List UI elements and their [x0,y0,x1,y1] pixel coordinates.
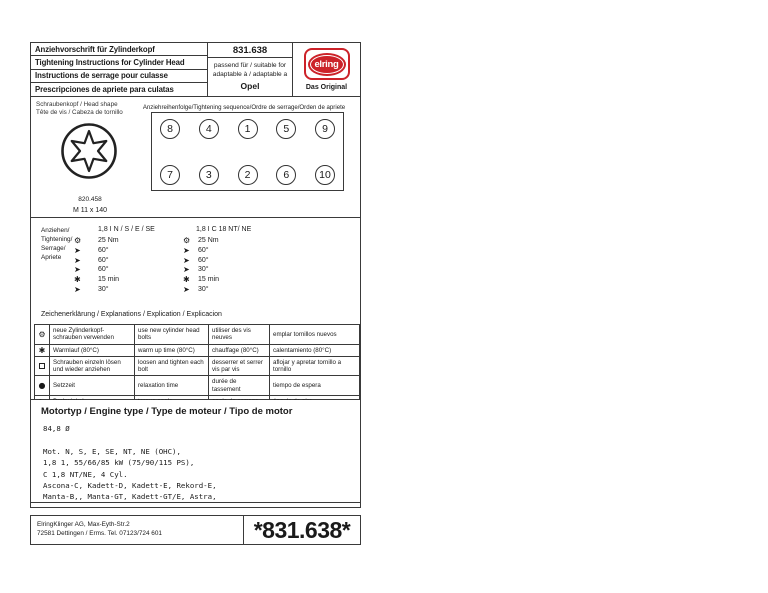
torque-angle-arrow-icon: ➤ [183,284,190,294]
torque-angle-arrow-icon: ➤ [74,265,81,275]
sequence-diagram [151,112,344,191]
engine-type-line: C 1,8 NT/NE, 4 Cyl. [43,469,128,479]
sequence-number: 5 [276,119,296,139]
torque-angle-arrow-icon: ➤ [183,265,190,275]
legend-cell-fr: utiliser des vis neuves [209,325,270,345]
legend-cell-de: neue Zylinderkopf-schrauben verwenden [50,325,135,345]
sequence-number: 4 [199,119,219,139]
filled-circle-icon: ● [35,376,50,396]
engine-type-line: 1,8 1, 55/66/85 kW (75/90/115 PS), [43,458,195,468]
step-row [183,246,219,256]
sequence-number: 2 [238,165,258,185]
engine-type-line: Mot. N, S, E, SE, NT, NE (OHC), [43,446,181,456]
footer [30,515,361,545]
steps-column-2 [183,236,219,294]
bolt-part-ref: 820.458 [78,196,102,203]
legend-cell-en: warm up time (80°C) [135,344,209,356]
legend-cell-fr: desserrer et serrer vis par vis [209,356,270,376]
legend-cell-de: Setzzeit [50,376,135,396]
address-line-1: ElringKlinger AG, Max-Eyth-Str.2 [37,521,130,528]
step-value: 60° [98,266,109,274]
company-address [31,516,244,544]
step-row [74,265,119,275]
engine-type-line: Ascona-C, Kadett-D, Kadett-E, Rekord-E, [43,480,217,490]
bottom-rule [31,502,360,507]
torque-angle-arrow-icon: ➤ [183,255,190,265]
step-row [183,275,219,285]
legend-cell-en: loosen and tighten each bolt [135,356,209,376]
part-number-barcode-text: *831.638* [253,516,351,543]
step-value: 30° [198,266,209,274]
bolt-thread-size: M 11 x 140 [72,207,108,214]
legend-cell-de: Warmlauf (80°C) [50,344,135,356]
step-row [74,255,119,265]
title-fr: Instructions de serrage pour culasse [31,70,207,83]
torque-angle-arrow-icon: ➤ [74,246,81,256]
sequence-number: 7 [160,165,180,185]
legend-table [34,324,360,408]
warm-up-star-icon: ✱ [74,275,81,285]
instruction-sheet [30,42,361,545]
step-value: 60° [198,256,209,264]
engine-type-title: Motortyp / Engine type / Type de moteur / Tipo de motor [41,406,293,417]
legend-title: Zeichenerklärung / Explanations / Explication / Explicacion [41,311,222,318]
warm-up-star-icon: ✱ [183,275,190,285]
step-row [183,284,219,294]
gear-icon: ⚙ [35,325,50,345]
head-shape-labels [36,101,123,117]
step-row [74,236,119,246]
legend-cell-es: aflojar y apretar tornillo a tornillo [270,356,360,376]
head-shape-label-2: Tête de vis / Cabeza de tornillo [36,109,123,116]
title-es: Prescripciones de apriete para culatas [35,84,174,94]
gear-icon: ⚙ [183,236,191,246]
gear-icon: ⚙ [74,236,82,246]
tightening-label [41,226,72,262]
tightening-label-es: Apriete [41,254,62,261]
tightening-label-fr: Serrage/ [41,245,66,252]
step-value: 60° [98,256,109,264]
step-value: 15 min [98,276,120,284]
elring-logo [304,48,350,80]
legend-cell-es: tiempo de espera [270,376,360,396]
torque-angle-arrow-icon: ➤ [74,284,81,294]
engine-type-line: Manta-B,, Manta-GT, Kadett-GT/E, Astra, [43,492,217,502]
vehicle-make: Opel [240,81,260,91]
sequence-number: 3 [199,165,219,185]
legend-row [35,376,360,396]
header-logo-cell [293,42,361,97]
logo-tagline: Das Original [305,84,348,91]
square-icon [35,356,50,376]
engine-variant-2: 1,8 I C 18 NT/ NE [196,226,252,233]
warm-up-star-icon: ✱ [35,344,50,356]
address-line-2: 72581 Dettingen / Erms. Tel. 07123/724 601 [37,529,162,537]
engine-type-line: 84,8 Ø [43,424,70,433]
legend-row [35,356,360,376]
engine-type-lines [43,424,217,504]
step-row [74,284,119,294]
engine-type-line [43,435,217,446]
step-value: 30° [198,285,209,293]
sequence-number: 8 [160,119,180,139]
sequence-bottom-row [160,165,335,185]
torque-angle-arrow-icon: ➤ [183,246,190,256]
sequence-number: 10 [315,165,335,185]
legend-cell-en: use new cylinder head bolts [135,325,209,345]
tightening-section [30,218,361,400]
legend-cell-fr: chauffage (80°C) [209,344,270,356]
suitable-line-2: adaptable à / adaptable a [212,70,288,78]
legend-cell-es: emplar tornillos nuevos [270,325,360,345]
part-number: 831.638 [208,43,292,58]
title-de: Anziehvorschrift für Zylinderkopf [31,43,207,56]
elring-logo-ellipse [308,53,346,76]
engine-variant-1: 1,8 I N / S / E / SE [98,226,155,233]
step-value: 60° [98,247,109,255]
step-value: 25 Nm [198,237,219,245]
header [30,42,361,97]
legend-cell-de: Schrauben einzeln lösen und wieder anziehen [50,356,135,376]
sequence-number: 1 [238,119,258,139]
torx-head-icon [59,121,119,181]
steps-column-1 [74,236,119,294]
step-row [74,246,119,256]
tightening-label-de: Anziehen/ [41,227,70,234]
engine-type-section [30,400,361,508]
legend-cell-fr: durée de tassement [209,376,270,396]
suitable-for-text [208,58,292,79]
legend-row [35,325,360,345]
step-row [183,255,219,265]
sequence-number: 9 [315,119,335,139]
legend-row [35,344,360,356]
step-value: 15 min [198,276,220,284]
step-row [183,265,219,275]
legend-cell-es: calentamiento (80°C) [270,344,360,356]
torque-angle-arrow-icon: ➤ [74,255,81,265]
head-shape-section [30,97,361,218]
head-shape-label-1: Schraubenkopf / Head shape [36,101,118,108]
step-row [74,275,119,285]
header-titles [30,42,208,97]
sequence-number: 6 [276,165,296,185]
sequence-top-row [160,119,335,139]
elring-logo-text: elring [314,58,339,70]
sequence-label: Anziehreihenfolge/Tightening sequence/Ordre de serrage/Orden de apriete [142,104,346,111]
header-part-cell [208,42,293,97]
step-value: 30° [98,285,109,293]
step-row [183,236,219,246]
step-value: 60° [198,247,209,255]
legend-cell-en: relaxation time [135,376,209,396]
tightening-label-en: Tightening/ [41,236,73,243]
title-en: Tightening Instructions for Cylinder Head [31,56,207,69]
suitable-line-1: passend für / suitable for [213,62,287,69]
step-value: 25 Nm [98,237,119,245]
